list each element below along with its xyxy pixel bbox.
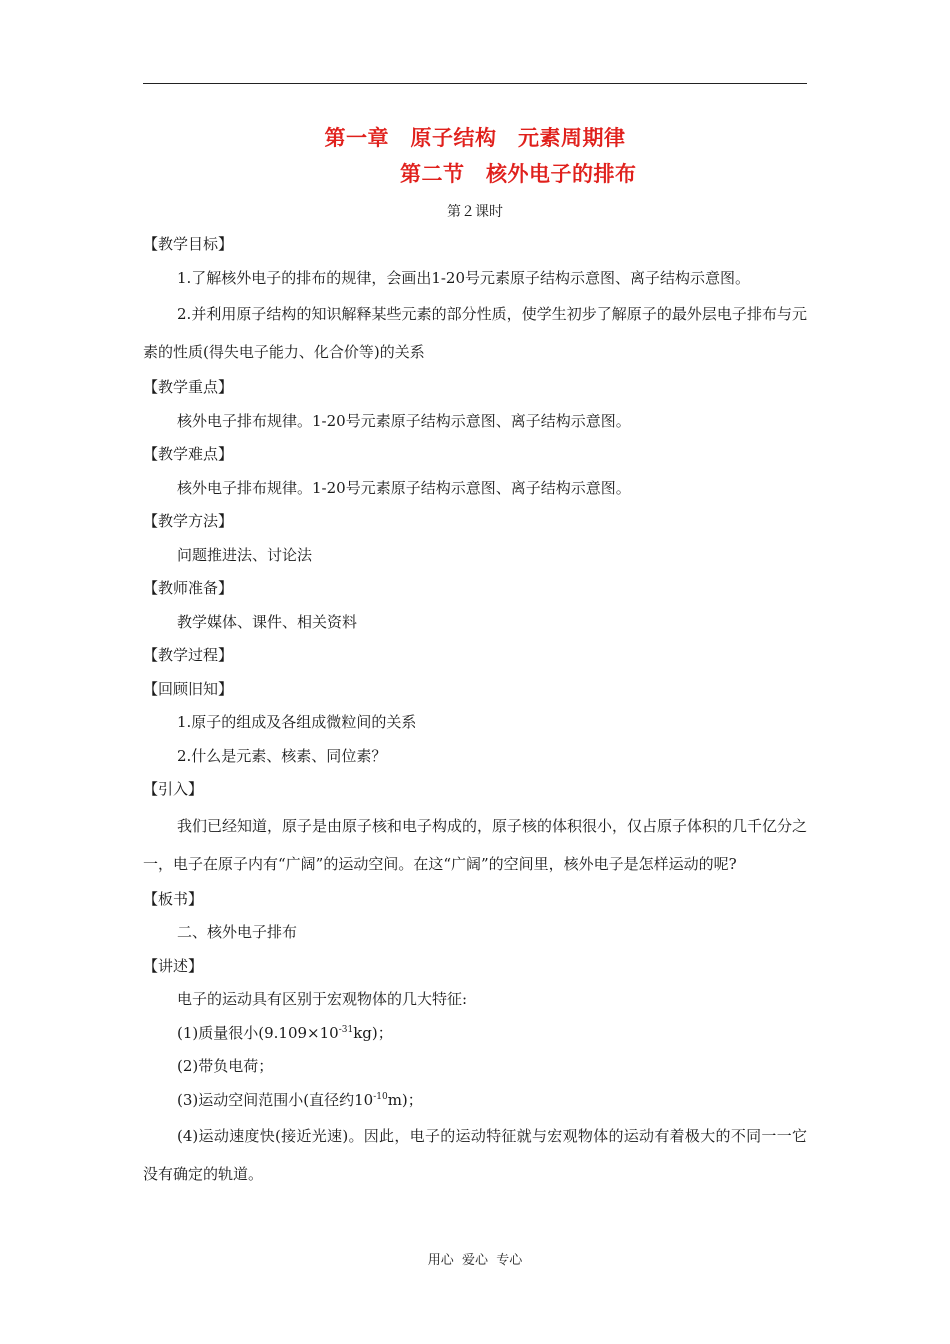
methods-heading: 【教学方法】 — [143, 512, 234, 530]
feature-1-text: (1)质量很小(9.109×10 — [177, 1023, 339, 1042]
key-points-heading: 【教学重点】 — [143, 378, 234, 396]
goal-item-2: 2.并利用原子结构的知识解释某些元素的部分性质，使学生初步了解原子的最外层电子排布与元素的性质(得失电子能力、化合价等)的关系 — [143, 305, 807, 361]
board-text: 二、核外电子排布 — [177, 923, 298, 941]
page-footer: 用心 爱心 专心 — [427, 1253, 523, 1268]
board-heading: 【板书】 — [143, 889, 204, 908]
review-item-2: 2.什么是元素、核素、同位素？ — [177, 746, 387, 765]
difficulties-text: 核外电子排布规律。1-20号元素原子结构示意图、离子结构示意图。 — [177, 478, 631, 497]
methods-text: 问题推进法、讨论法 — [177, 545, 313, 564]
header-rule — [143, 83, 807, 84]
intro-heading: 【引入】 — [143, 780, 204, 798]
feature-3-unit: m)； — [387, 1090, 423, 1109]
lesson-label: 第２课时 — [447, 204, 503, 220]
goal-item-1: 1.了解核外电子的排布的规律，会画出1-20号元素原子结构示意图、离子结构示意图。 — [177, 268, 751, 287]
prep-text: 教学媒体、课件、相关资料 — [177, 612, 358, 631]
process-heading: 【教学过程】 — [143, 646, 234, 664]
feature-3-text: (3)运动空间范围小(直径约10 — [177, 1090, 374, 1109]
prep-heading: 【教师准备】 — [143, 579, 234, 597]
feature-3-exponent: -10 — [373, 1091, 388, 1102]
difficulties-heading: 【教学难点】 — [143, 445, 234, 463]
section-title: 第二节 核外电子的排布 — [400, 161, 637, 186]
document-body — [143, 228, 807, 1193]
goals-heading: 【教学目标】 — [143, 235, 234, 253]
feature-1 — [143, 1017, 807, 1051]
feature-1-unit: kg)； — [353, 1023, 393, 1042]
intro-text: 我们已经知道，原子是由原子核和电子构成的，原子核的体积很小，仅占原子体积的几千亿分之一，电子在原子内有“广阔”的运动空间。在这“广阔”的空间里，核外电子是怎样运动的呢? — [143, 816, 808, 873]
feature-3 — [143, 1084, 807, 1118]
review-item-1: 1.原子的组成及各组成微粒间的关系 — [177, 713, 417, 731]
review-heading: 【回顾旧知】 — [143, 679, 234, 698]
feature-4: (4)运动速度快(接近光速)。因此，电子的运动特征就与宏观物体的运动有着极大的不同一一它没有确定的轨道。 — [143, 1127, 807, 1183]
lecture-lead: 电子的运动具有区别于宏观物体的几大特征: — [177, 990, 468, 1008]
chapter-title: 第一章 原子结构 元素周期律 — [324, 125, 626, 150]
feature-1-exponent: -31 — [338, 1024, 354, 1035]
key-points-text: 核外电子排布规律。1-20号元素原子结构示意图、离子结构示意图。 — [177, 411, 631, 430]
feature-2: (2)带负电荷； — [177, 1057, 274, 1075]
lecture-heading: 【讲述】 — [143, 956, 204, 975]
